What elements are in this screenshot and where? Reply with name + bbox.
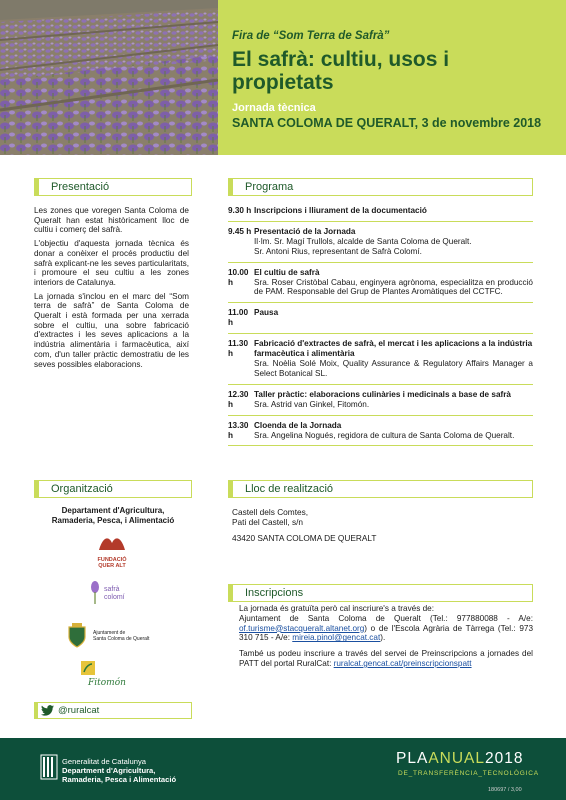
program-title: Taller pràctic: elaboracions culinàries i medicinals a base de safrà [254,389,511,399]
fundacio-queralt-logo [90,534,134,569]
inscripcions-text [239,604,533,675]
programa-list [228,200,533,446]
program-item [228,303,533,334]
program-title: Inscripcions i lliurament de la documentació [254,206,427,215]
pla-subtitle: DE_TRANSFERÈNCIA_TECNOLÒGICA [398,770,539,777]
fitomon-logo [76,660,156,694]
inscripcions-paragraph: La jornada és gratuïta però cal inscriure's a través de: Ajuntament de Santa Coloma de Queralt (Tel.: 977880088 - A/e: of.turisme@stacqueralt.altanet.org) o de l'Escola Agrària de Tàrrega (Tel.: 973 310 715 - A/e: mireia.pinol@gencat.cat). [239,604,533,643]
generalitat-line: Generalitat de Catalunya [62,757,147,766]
document-code: 180697 / 3,00 [488,787,522,793]
program-title: Pausa [254,308,279,318]
fundacio-queralt-emblem [97,534,127,552]
presentacio-paragraph: L'objectiu d'aquesta jornada tècnica és donar a conèixer el procés productiu del safrà explicant-ne les seves particularitats, i promoure el seu cultiu a les zones interiors de Catalunya. [34,239,189,287]
fitomon-text: Fitomón [88,678,126,688]
event-subtitle: Fira de “Som Terra de Safrà” [232,30,390,42]
header-banner [0,0,566,155]
program-time: 12.30 h [228,389,249,409]
department-line: Department d'Agricultura, [62,765,156,775]
program-detail: Sra. Roser Cristòbal Cabau, enginyera agrònoma, especialitza en producció de PAM. Responsable del Grup de Plantes Aromàtiques del CCTFC. [254,277,533,297]
program-item [228,334,533,385]
inscripcions-paragraph: També us podeu inscriure a través del servei de Preinscripcions a jornades del PATT del portal RuralCat: ruralcat.gencat.cat/preinscripcionspatt [239,649,533,668]
email-link-turisme[interactable]: of.turisme@stacqueralt.altanet.org [239,623,365,633]
program-detail: Sra. Astrid van Ginkel, Fitomón. [254,399,370,409]
generalitat-text [62,758,176,784]
page-title [232,48,558,94]
footer [0,738,566,800]
presentacio-text [34,206,189,373]
year-text: 2018 [485,750,524,767]
organizer-line: Departament d'Agricultura, [61,506,165,515]
ajuntament-text: Ajuntament de [93,630,126,636]
fundacio-text: FUNDACIÓ [97,557,127,563]
anual-text: ANUAL [428,750,485,767]
ajuntament-logo [66,622,186,648]
presentacio-paragraph: Les zones que voregen Santa Coloma de Queralt han estat històricament lloc de cultiu i comerç del safrà. [34,206,189,235]
program-time: 11.00 h [228,308,249,328]
program-title: Cloenda de la Jornada [254,420,342,430]
program-title: Fabricació d'extractes de safrà, el mercat i les aplicacions a la indústria farmacèutica i alimentària [254,339,533,359]
pla-text: PLA [396,750,429,767]
twitter-handle[interactable] [34,702,192,719]
program-title: El cultiu de safrà [254,267,320,277]
organizer-department [34,506,192,526]
section-heading-lloc: Lloc de realització [228,480,533,498]
fitomon-icon [80,660,96,676]
event-place-date: SANTA COLOMA DE QUERALT, 3 de novembre 2018 [232,116,542,130]
program-time: 9.45 h [228,226,252,236]
section-heading-organitzacio: Organització [34,480,192,498]
program-time: 10.00 h [228,267,249,287]
section-heading-inscripcions: Inscripcions [228,584,533,602]
program-item [228,385,533,416]
colomi-text: colomí [104,594,125,601]
program-title: Presentació de la Jornada [254,226,356,236]
organizer-line: Ramaderia, Pesca, i Alimentació [51,516,175,525]
presentacio-paragraph: La jornada s'inclou en el marc del “Som terra de safrà” de Santa Coloma de Queralt i està formada per una xerrada sobre el cultiu, una sobre fabricació d'extractes i les seves aplicacions a la indústria alimentària i farmacèutica, així com, d'un taller pràctic demostratiu de les seves possibles elaboracions. [34,291,189,369]
program-detail: Sra. Angelina Nogués, regidora de cultura de Santa Coloma de Queralt. [254,430,515,440]
email-link-mireia[interactable]: mireia.pinol@gencat.cat [292,633,381,643]
department-line: Ramaderia, Pesca i Alimentació [62,774,177,784]
section-heading-presentacio: Presentació [34,178,192,196]
venue-line: Pati del Castell, s/n [232,517,304,528]
saffron-field-photo [0,0,218,155]
program-item [228,222,533,263]
program-item [228,416,533,447]
generalitat-emblem-icon [40,754,58,780]
fundacio-text: QUER ALT [98,563,126,569]
section-heading-programa: Programa [228,178,533,196]
safra-text: safrà [104,586,120,593]
title-line-1: El safrà: cultiu, usos i [232,48,450,71]
program-item [228,263,533,304]
event-type: Jornada tècnica [232,102,316,114]
title-line-2: propietats [232,71,334,94]
ajuntament-text: Santa Coloma de Queralt [93,636,150,642]
program-detail: Il·lm. Sr. Magí Trullols, alcalde de Santa Coloma de Queralt. [254,236,472,246]
twitter-handle-text: @ruralcat [58,705,100,716]
twitter-icon [41,705,54,716]
venue-line: Castell dels Comtes, [232,507,309,517]
ajuntament-coat-icon [66,622,88,648]
program-detail: Sra. Noèlia Solé Moix, Quality Assurance & Regulatory Affairs Manager a Select Botanical SL. [254,358,533,378]
venue-line: 43420 SANTA COLOMA DE QUERALT [232,533,377,544]
program-time: 11.30 h [228,339,249,359]
venue-address [232,507,376,544]
program-item [228,200,533,222]
ruralcat-link[interactable]: ruralcat.gencat.cat/preinscripcionspatt [333,658,472,668]
program-detail: Sr. Antoni Rius, representant de Safrà Colomí. [254,246,422,256]
pla-anual-logo [396,750,523,768]
crocus-icon [88,580,102,604]
program-time: 9.30 h [228,206,252,215]
program-time: 13.30 h [228,420,249,440]
